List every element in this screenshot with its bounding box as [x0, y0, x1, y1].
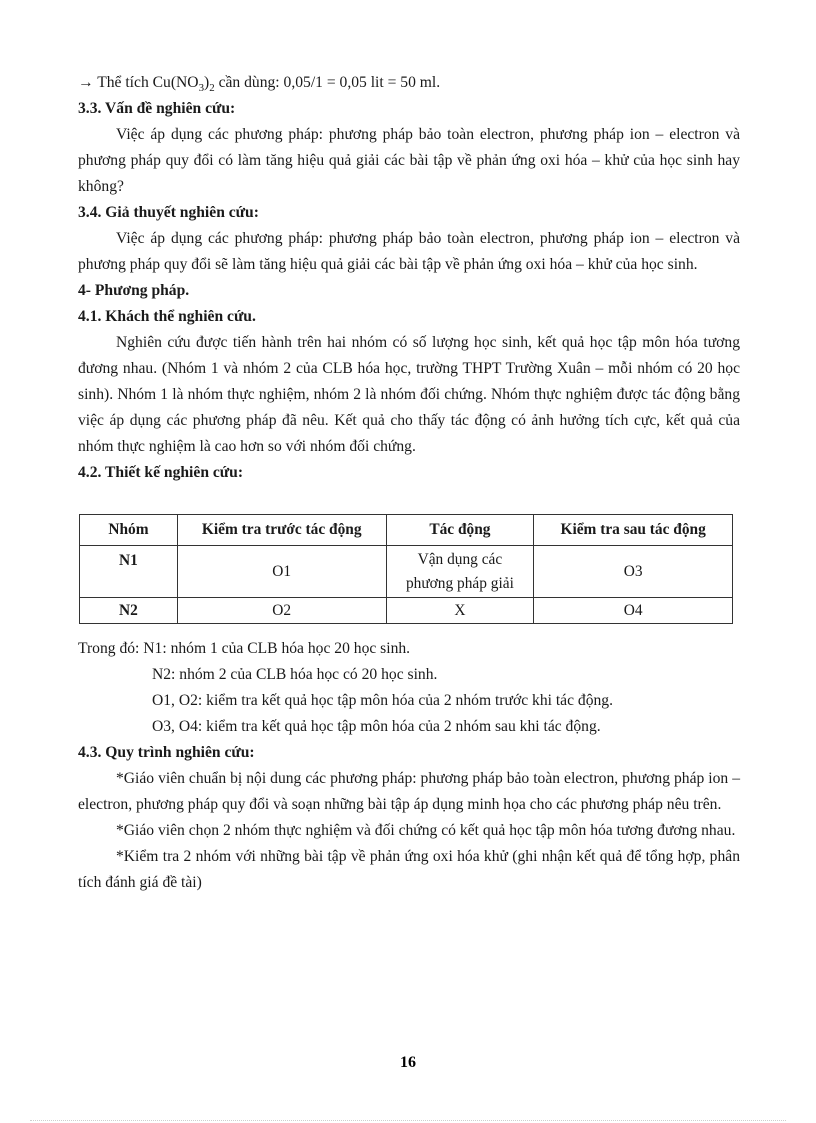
table-cell: X [386, 598, 534, 624]
section-4-2-heading: 4.2. Thiết kế nghiên cứu: [78, 464, 244, 481]
note-line: O3, O4: kiểm tra kết quả học tập môn hóa của 2 nhóm sau khi tác động. [152, 718, 601, 735]
procedure-step: *Kiểm tra 2 nhóm với những bài tập về phản ứng oxi hóa khử (ghi nhận kết quả để tổng hợp, phân tích đánh giá đề tài) [78, 848, 740, 891]
table-header-cell: Kiểm tra sau tác động [534, 515, 733, 546]
procedure-step: *Giáo viên chọn 2 nhóm thực nghiệm và đối chứng có kết quả học tập môn hóa tương đương nhau. [116, 822, 736, 839]
note-line: N2: nhóm 2 của CLB hóa học có 20 học sinh. [152, 666, 438, 683]
table-row [80, 598, 733, 624]
table-header-cell: Nhóm [80, 515, 178, 546]
document-page [78, 70, 740, 896]
section-3-3-heading: 3.3. Vấn đề nghiên cứu: [78, 100, 236, 117]
research-design-table [79, 514, 733, 624]
table-header-cell: Kiểm tra trước tác động [177, 515, 386, 546]
section-3-3-text: Việc áp dụng các phương pháp: phương pháp bảo toàn electron, phương pháp ion – electron và phương pháp quy đổi có làm tăng hiệu quả giải các bài tập về phản ứng oxi hóa – khử của học sinh hay không? [78, 126, 740, 195]
table-cell-group: N2 [80, 598, 178, 624]
table-cell: Vận dụng các phương pháp giải [386, 546, 534, 598]
procedure-step: *Giáo viên chuẩn bị nội dung các phương pháp: phương pháp bảo toàn electron, phương pháp ion – electron, phương pháp quy đổi và soạn những bài tập áp dụng minh họa cho các phương pháp nêu trên. [78, 770, 740, 813]
section-4-heading: 4- Phương pháp. [78, 282, 190, 299]
section-3-4-heading: 3.4. Giả thuyết nghiên cứu: [78, 204, 259, 221]
table-cell: O4 [534, 598, 733, 624]
page-number: 16 [400, 1054, 416, 1071]
volume-result-line: → Thể tích $Cu(NO_3)_2$ cần dùng: 0,05/1 = 0,05 lit = 50 ml. [78, 74, 441, 95]
footer-divider [30, 1120, 786, 1121]
section-4-3-heading: 4.3. Quy trình nghiên cứu: [78, 744, 255, 761]
table-cell: O3 [534, 546, 733, 598]
table-cell: O1 [177, 546, 386, 598]
table-notes [78, 636, 740, 740]
table-header-cell: Tác động [386, 515, 534, 546]
table-cell-group: N1 [80, 546, 178, 598]
section-3-4-text: Việc áp dụng các phương pháp: phương pháp bảo toàn electron, phương pháp ion – electron và phương pháp quy đổi sẽ làm tăng hiệu quả giải các bài tập về phản ứng oxi hóa – khử của học sinh. [78, 230, 740, 273]
table-row [80, 546, 733, 598]
section-4-1-heading: 4.1. Khách thể nghiên cứu. [78, 308, 256, 325]
table-header-row [80, 515, 733, 546]
table-cell: O2 [177, 598, 386, 624]
section-4-1-text: Nghiên cứu được tiến hành trên hai nhóm có số lượng học sinh, kết quả học tập môn hóa tương đương nhau. (Nhóm 1 và nhóm 2 của CLB hóa học, trường THPT Trường Xuân – mỗi nhóm có 20 học sinh). Nhóm 1 là nhóm thực nghiệm, nhóm 2 là nhóm đối chứng. Nhóm thực nghiệm được tác động bằng việc áp dụng các phương pháp đã nêu. Kết quả cho thấy tác động có ảnh hưởng tích cực, kết quả của nhóm thực nghiệm là cao hơn so với nhóm đối chứng. [78, 334, 740, 455]
note-line: O1, O2: kiểm tra kết quả học tập môn hóa của 2 nhóm trước khi tác động. [152, 692, 614, 709]
note-line: Trong đó: N1: nhóm 1 của CLB hóa học 20 học sinh. [78, 640, 411, 657]
